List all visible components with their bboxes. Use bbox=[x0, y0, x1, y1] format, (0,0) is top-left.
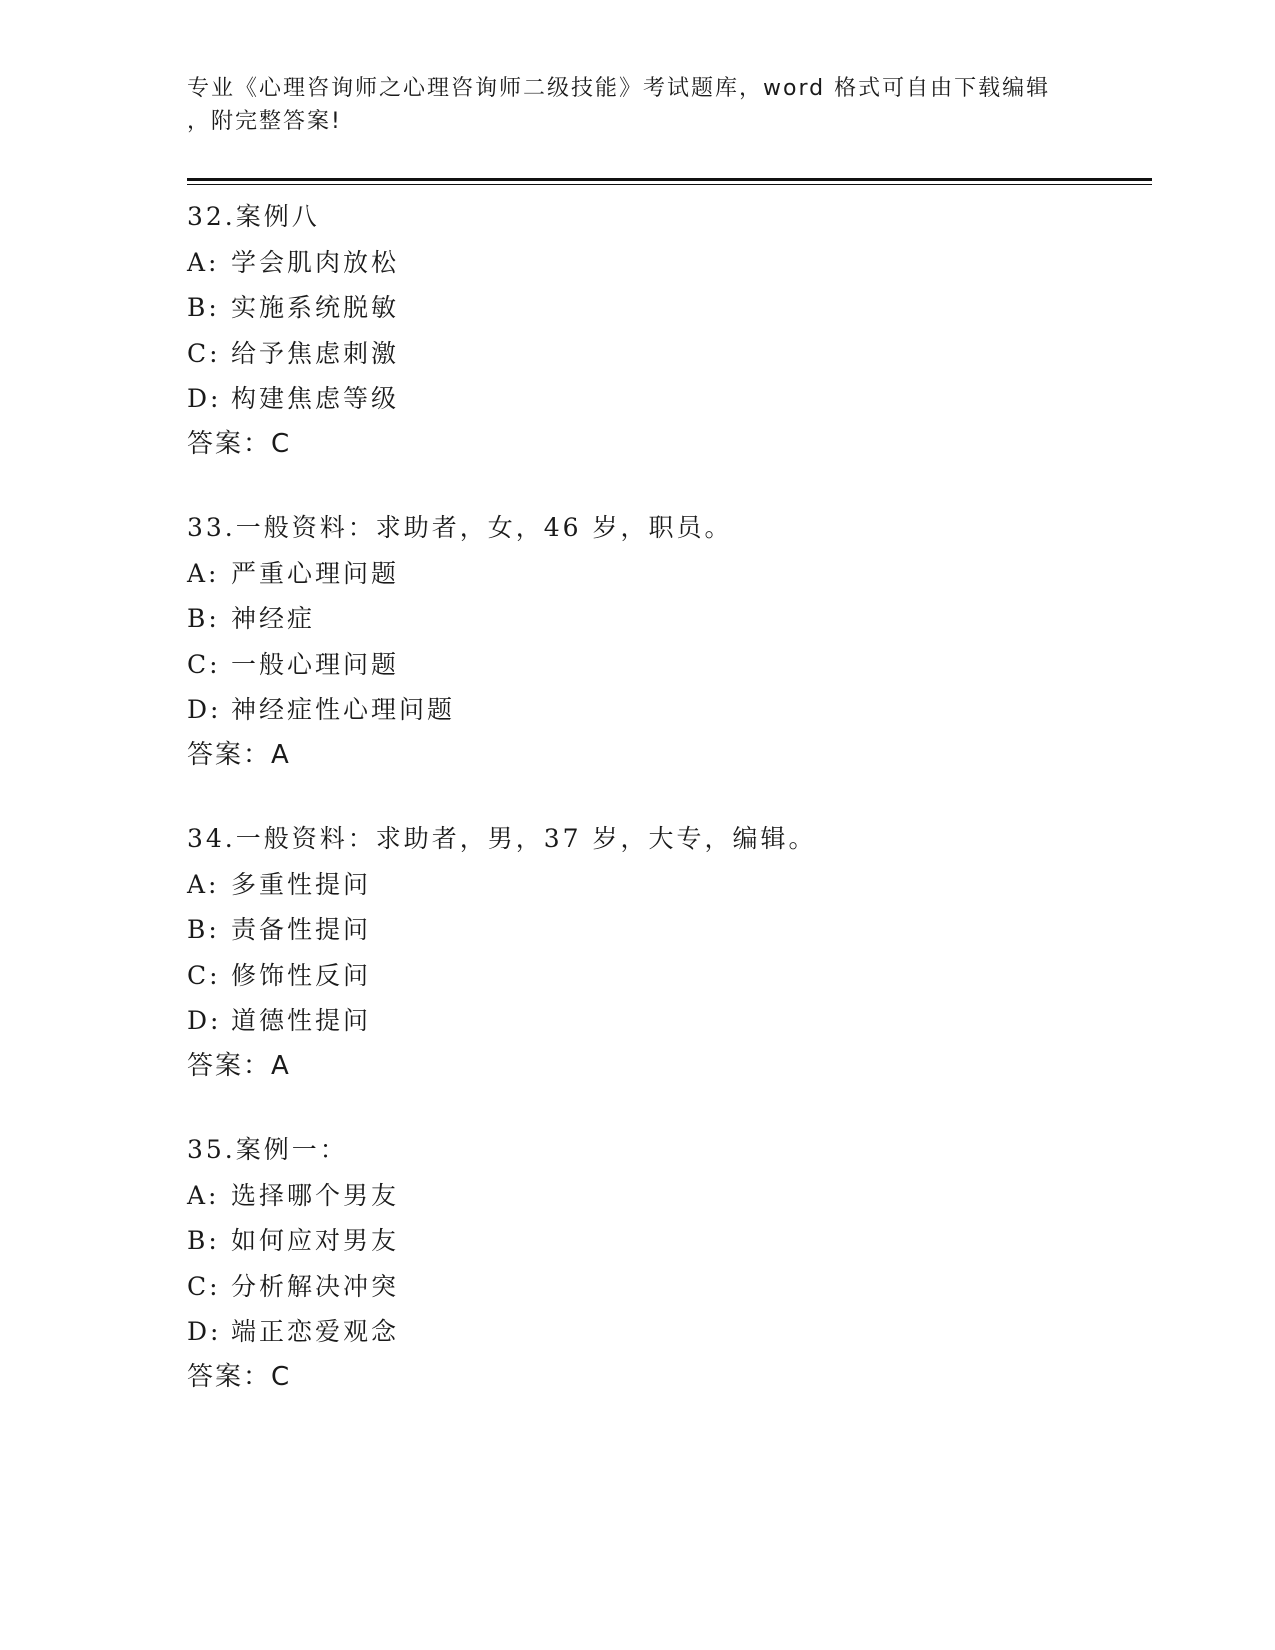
option-c bbox=[187, 331, 1147, 377]
option-letter: D: bbox=[187, 695, 222, 724]
option-text: 道德性提问 bbox=[231, 1006, 372, 1035]
question-33 bbox=[187, 505, 1147, 778]
option-d bbox=[187, 1309, 1147, 1355]
question-stem: 32.案例八 bbox=[187, 202, 320, 231]
option-text: 多重性提问 bbox=[231, 869, 372, 899]
option-text: 实施系统脱敏 bbox=[231, 293, 400, 322]
option-d bbox=[187, 687, 1147, 733]
answer-line: 答案：C bbox=[187, 1361, 292, 1392]
option-letter: B: bbox=[187, 1226, 220, 1255]
option-letter: C: bbox=[187, 1271, 221, 1301]
option-text: 端正恋爱观念 bbox=[231, 1317, 400, 1346]
header-divider-thin bbox=[187, 184, 1152, 185]
question-stem: 33.一般资料：求助者，女，46 岁，职员。 bbox=[187, 513, 733, 542]
header-line-1: 专业《心理咨询师之心理咨询师二级技能》考试题库，word 格式可自由下载编辑 bbox=[187, 76, 1051, 101]
option-text: 神经症性心理问题 bbox=[231, 695, 456, 724]
option-c bbox=[187, 642, 1147, 688]
option-text: 神经症 bbox=[231, 604, 316, 633]
option-d bbox=[187, 998, 1147, 1044]
option-letter: D: bbox=[187, 384, 222, 413]
option-b bbox=[187, 1218, 1147, 1264]
option-d bbox=[187, 376, 1147, 422]
answer-line: 答案：C bbox=[187, 428, 292, 459]
option-text: 修饰性反问 bbox=[231, 960, 372, 990]
option-c bbox=[187, 953, 1147, 999]
option-text: 严重心理问题 bbox=[231, 558, 400, 588]
option-letter: B: bbox=[187, 604, 220, 633]
header-line-2: ，附完整答案! bbox=[187, 109, 342, 134]
question-35 bbox=[187, 1127, 1147, 1400]
option-letter: A: bbox=[187, 247, 220, 277]
answer-line: 答案：A bbox=[187, 1050, 291, 1081]
option-text: 选择哪个男友 bbox=[231, 1180, 400, 1210]
option-text: 给予焦虑刺激 bbox=[231, 338, 400, 368]
option-a bbox=[187, 240, 1147, 286]
document-header bbox=[187, 72, 1087, 138]
option-letter: C: bbox=[187, 338, 221, 368]
answer-line: 答案：A bbox=[187, 739, 291, 770]
option-text: 责备性提问 bbox=[231, 915, 372, 944]
question-34 bbox=[187, 816, 1147, 1089]
option-letter: B: bbox=[187, 293, 220, 322]
option-letter: A: bbox=[187, 869, 220, 899]
question-list bbox=[187, 194, 1147, 1438]
option-text: 构建焦虑等级 bbox=[231, 384, 400, 413]
option-a bbox=[187, 862, 1147, 908]
question-stem: 34.一般资料：求助者，男，37 岁，大专，编辑。 bbox=[187, 824, 817, 853]
option-text: 一般心理问题 bbox=[231, 649, 400, 679]
question-32 bbox=[187, 194, 1147, 467]
question-stem: 35.案例一： bbox=[187, 1135, 348, 1164]
option-letter: C: bbox=[187, 960, 221, 990]
option-b bbox=[187, 285, 1147, 331]
option-a bbox=[187, 1173, 1147, 1219]
option-letter: A: bbox=[187, 558, 220, 588]
option-letter: B: bbox=[187, 915, 220, 944]
option-a bbox=[187, 551, 1147, 597]
option-letter: D: bbox=[187, 1317, 222, 1346]
option-text: 学会肌肉放松 bbox=[231, 247, 400, 277]
option-letter: C: bbox=[187, 649, 221, 679]
option-b bbox=[187, 596, 1147, 642]
option-b bbox=[187, 907, 1147, 953]
option-letter: A: bbox=[187, 1180, 220, 1210]
option-text: 分析解决冲突 bbox=[231, 1271, 400, 1301]
header-divider-thick bbox=[187, 178, 1152, 181]
option-c bbox=[187, 1264, 1147, 1310]
option-letter: D: bbox=[187, 1006, 222, 1035]
option-text: 如何应对男友 bbox=[231, 1226, 400, 1255]
